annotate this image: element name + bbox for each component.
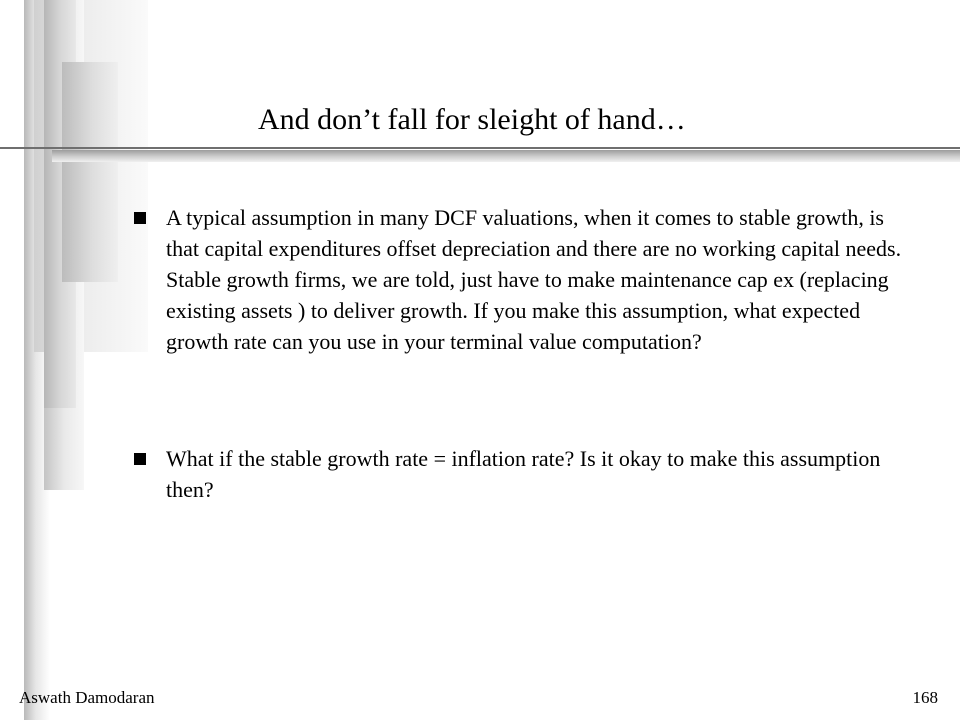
- title-divider-shadow: [52, 150, 960, 162]
- title-divider: [0, 147, 960, 149]
- bullet-list: [130, 202, 920, 505]
- footer-author: Aswath Damodaran: [19, 688, 155, 707]
- slide-title: And don’t fall for sleight of hand…: [258, 103, 686, 136]
- page-number: 168: [912, 688, 938, 707]
- bullet-item: [130, 443, 920, 505]
- decorative-bar: [62, 62, 118, 282]
- bullet-text: A typical assumption in many DCF valuations, when it comes to stable growth, is that capital expenditures offset depreciation and there are no working capital needs. Stable growth firms, we are told, just have to make maintenance cap ex (replacing existing assets ) to deliver growth. If you make this assumption, what expected growth rate can you use in your terminal value computation?: [166, 205, 902, 354]
- square-bullet-icon: [134, 212, 146, 224]
- square-bullet-icon: [134, 453, 146, 465]
- bullet-text: What if the stable growth rate = inflation rate? Is it okay to make this assumption then?: [166, 446, 881, 502]
- bullet-item: [130, 202, 920, 357]
